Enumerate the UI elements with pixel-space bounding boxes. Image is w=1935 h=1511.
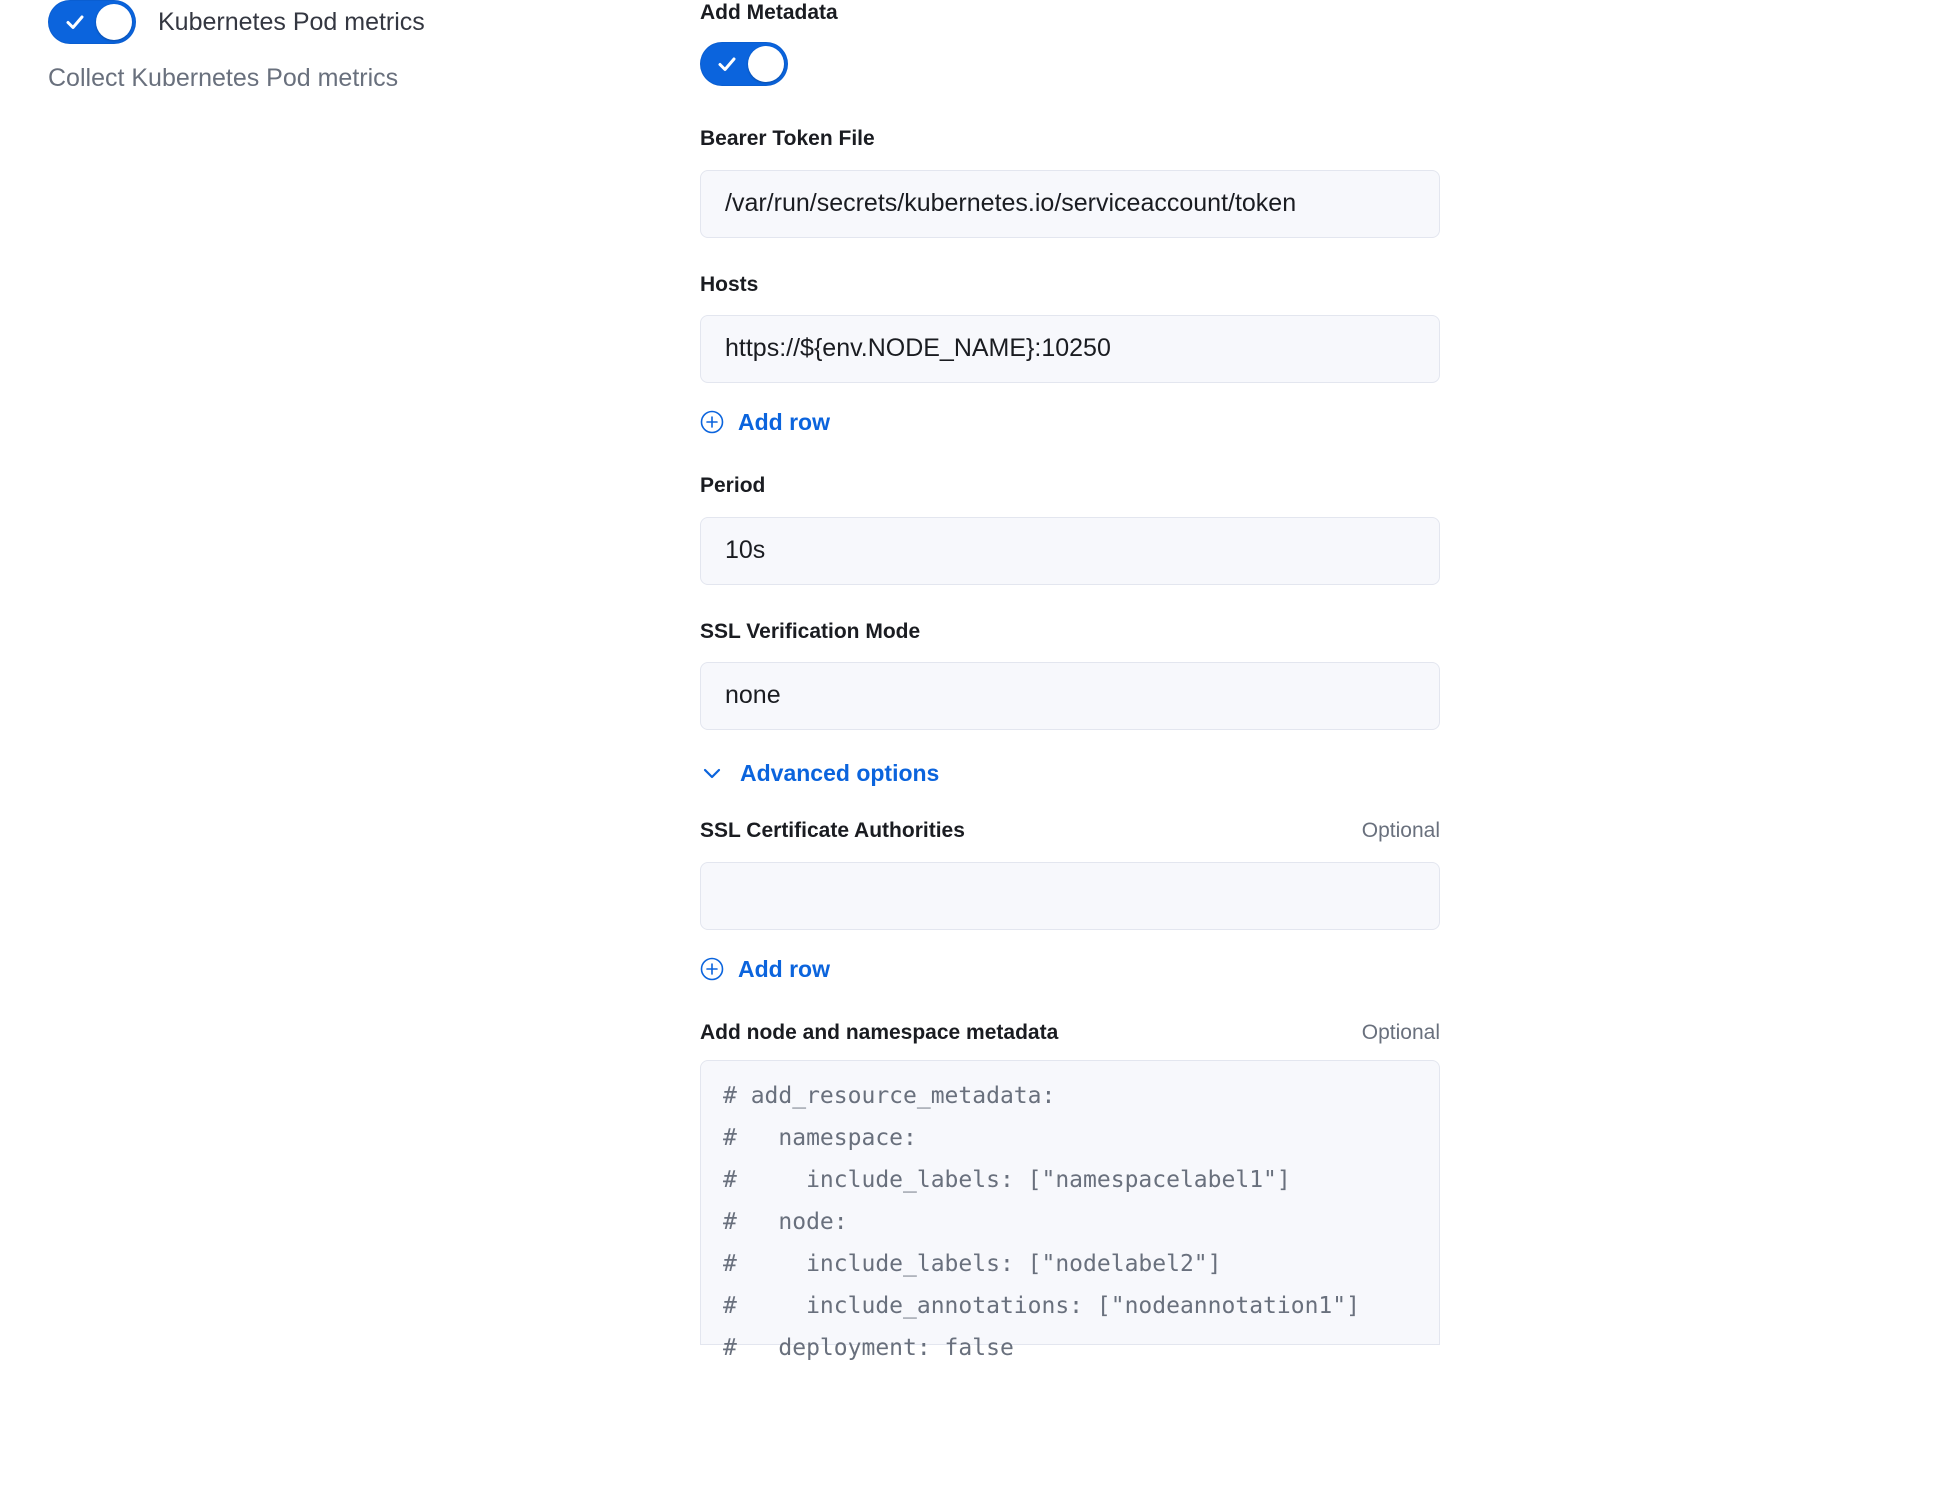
plus-circle-icon [700, 410, 724, 434]
advanced-options-toggle[interactable] [700, 760, 939, 787]
kubernetes-pod-metrics-description: Collect Kubernetes Pod metrics [48, 64, 399, 92]
left-description-column [48, 0, 648, 95]
kubernetes-pod-metrics-toggle[interactable] [48, 0, 136, 44]
period-label-row [700, 473, 1440, 499]
node-namespace-metadata-optional-tag: Optional [1361, 1021, 1440, 1044]
code-line: # include_labels: ["nodelabel2"] [723, 1251, 1222, 1278]
ssl-verification-mode-input[interactable]: none [700, 662, 1440, 730]
add-metadata-toggle[interactable] [700, 42, 788, 86]
advanced-options-label: Advanced options [740, 759, 940, 786]
ssl-certificate-authorities-label-row [700, 818, 1440, 844]
bearer-token-file-label: Bearer Token File [700, 127, 875, 151]
chevron-down-icon [700, 761, 724, 785]
node-namespace-metadata-code-editor[interactable] [700, 1060, 1440, 1362]
ssl-verification-mode-label-row [700, 619, 1440, 645]
hosts-label: Hosts [700, 272, 759, 296]
code-line: # add_resource_metadata: [723, 1083, 1056, 1110]
ssl-certificate-authorities-optional-tag: Optional [1361, 819, 1440, 843]
hosts-label-row [700, 272, 1440, 298]
code-line: # namespace: [723, 1125, 917, 1152]
ssl-certificate-authorities-label: SSL Certificate Authorities [700, 819, 965, 843]
ssl-certificate-authorities-add-row-label: Add row [738, 955, 830, 982]
check-icon [716, 53, 738, 75]
code-line: # deployment: false [723, 1335, 1014, 1362]
hosts-input[interactable]: https://${env.NODE_NAME}:10250 [700, 315, 1440, 383]
code-line: # include_annotations: ["nodeannotation1"] [723, 1293, 1360, 1320]
hosts-add-row-button[interactable] [700, 409, 830, 436]
ssl-certificate-authorities-input[interactable] [700, 862, 1440, 930]
node-namespace-metadata-label-row [700, 1020, 1440, 1046]
kubernetes-pod-metrics-row [48, 0, 648, 44]
plus-circle-icon [700, 957, 724, 981]
code-line: # include_labels: ["namespacelabel1"] [723, 1167, 1291, 1194]
bearer-token-file-input[interactable]: /var/run/secrets/kubernetes.io/serviceaccount/token [700, 170, 1440, 238]
add-metadata-label-row [700, 0, 1440, 26]
check-icon [64, 11, 86, 33]
toggle-knob [96, 4, 132, 40]
code-line: # node: [723, 1209, 848, 1236]
period-input[interactable]: 10s [700, 517, 1440, 585]
add-metadata-toggle-wrapper [700, 42, 1440, 86]
bearer-token-file-label-row [700, 126, 1440, 152]
settings-form [700, 0, 1440, 1362]
hosts-add-row-label: Add row [738, 408, 830, 435]
toggle-knob [748, 46, 784, 82]
period-label: Period [700, 474, 766, 498]
node-namespace-metadata-label: Add node and namespace metadata [700, 1021, 1059, 1044]
ssl-verification-mode-label: SSL Verification Mode [700, 619, 921, 643]
add-metadata-label: Add Metadata [700, 1, 838, 24]
kubernetes-pod-metrics-label: Kubernetes Pod metrics [158, 8, 425, 36]
ssl-certificate-authorities-add-row-button[interactable] [700, 956, 830, 983]
